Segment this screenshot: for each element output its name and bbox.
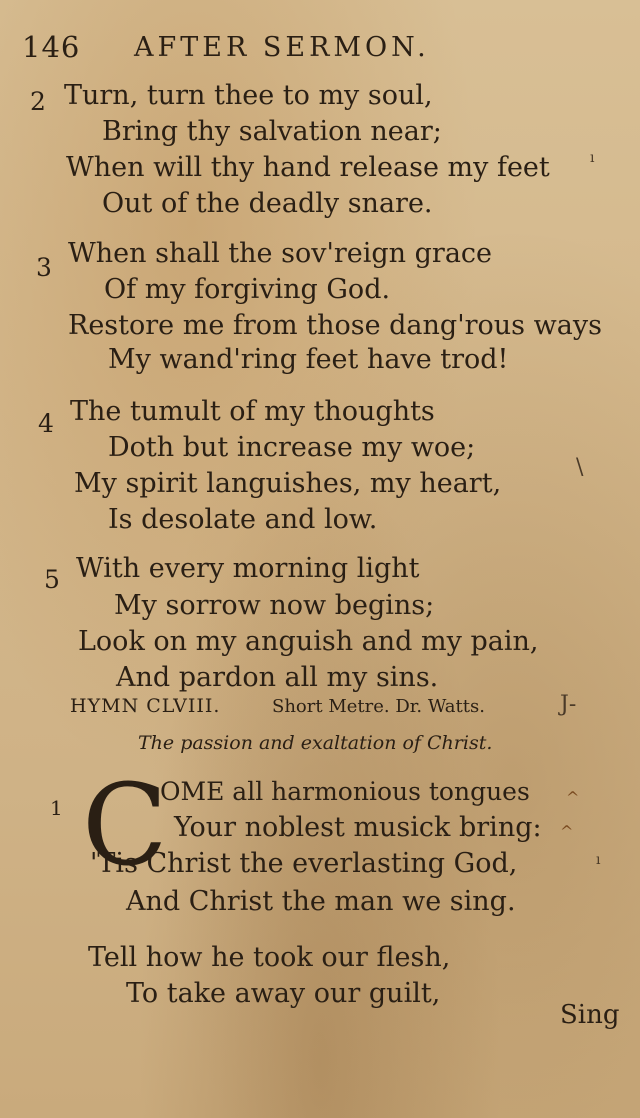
- verse-line: My wand'ring feet have trod!: [108, 344, 509, 375]
- running-head: AFTER SERMON.: [134, 32, 430, 63]
- page-number: 146: [22, 30, 81, 64]
- verse-line: And Christ the man we sing.: [126, 886, 516, 917]
- page-header: [22, 22, 540, 62]
- verse-line: Of my forgiving God.: [104, 274, 391, 305]
- verse-line: My spirit languishes, my heart,: [74, 468, 502, 499]
- verse-line: Look on my anguish and my pain,: [78, 626, 539, 657]
- stanza-number: 3: [36, 253, 52, 282]
- verse-line: The tumult of my thoughts: [70, 396, 435, 427]
- ink-mark: ^: [560, 822, 574, 841]
- stanza-number: 2: [30, 87, 46, 116]
- verse-line: Turn, turn thee to my soul,: [64, 80, 433, 111]
- verse-line: My sorrow now begins;: [114, 590, 435, 621]
- hymn-title: HYMN CLVIII.: [70, 695, 221, 717]
- verse-line: To take away our guilt,: [126, 978, 441, 1009]
- verse-line: OME all harmonious tongues: [160, 777, 530, 806]
- hymn-meter: Short Metre. Dr. Watts.: [272, 696, 485, 717]
- ink-mark: ı: [596, 852, 601, 868]
- verse-line: 'Tis Christ the everlasting God,: [90, 848, 518, 879]
- verse-line: Doth but increase my woe;: [108, 432, 476, 463]
- verse-line: When shall the sov'reign grace: [68, 238, 493, 269]
- verse-line: And pardon all my sins.: [116, 662, 439, 693]
- ink-mark: \: [576, 455, 584, 480]
- ink-mark: ı: [590, 150, 595, 166]
- stanza-number: 1: [50, 796, 63, 820]
- ink-mark: ^: [566, 788, 580, 807]
- hymn-subtitle: The passion and exaltation of Christ.: [138, 732, 493, 754]
- verse-line: When will thy hand release my feet: [66, 152, 550, 183]
- drop-cap: C: [82, 761, 168, 891]
- verse-line: Restore me from those dang'rous ways: [68, 310, 602, 341]
- verse-line: Tell how he took our flesh,: [88, 942, 451, 973]
- verse-line: With every morning light: [76, 553, 420, 584]
- stanza-number: 4: [38, 409, 54, 438]
- stanza-number: 5: [44, 565, 60, 594]
- catchword: Sing: [560, 1000, 620, 1030]
- verse-line: Is desolate and low.: [108, 504, 378, 535]
- verse-line: Your noblest musick bring:: [174, 812, 542, 843]
- verse-line: Out of the deadly snare.: [102, 188, 433, 219]
- verse-line: Bring thy salvation near;: [102, 116, 442, 147]
- ink-mark: J-: [560, 692, 577, 717]
